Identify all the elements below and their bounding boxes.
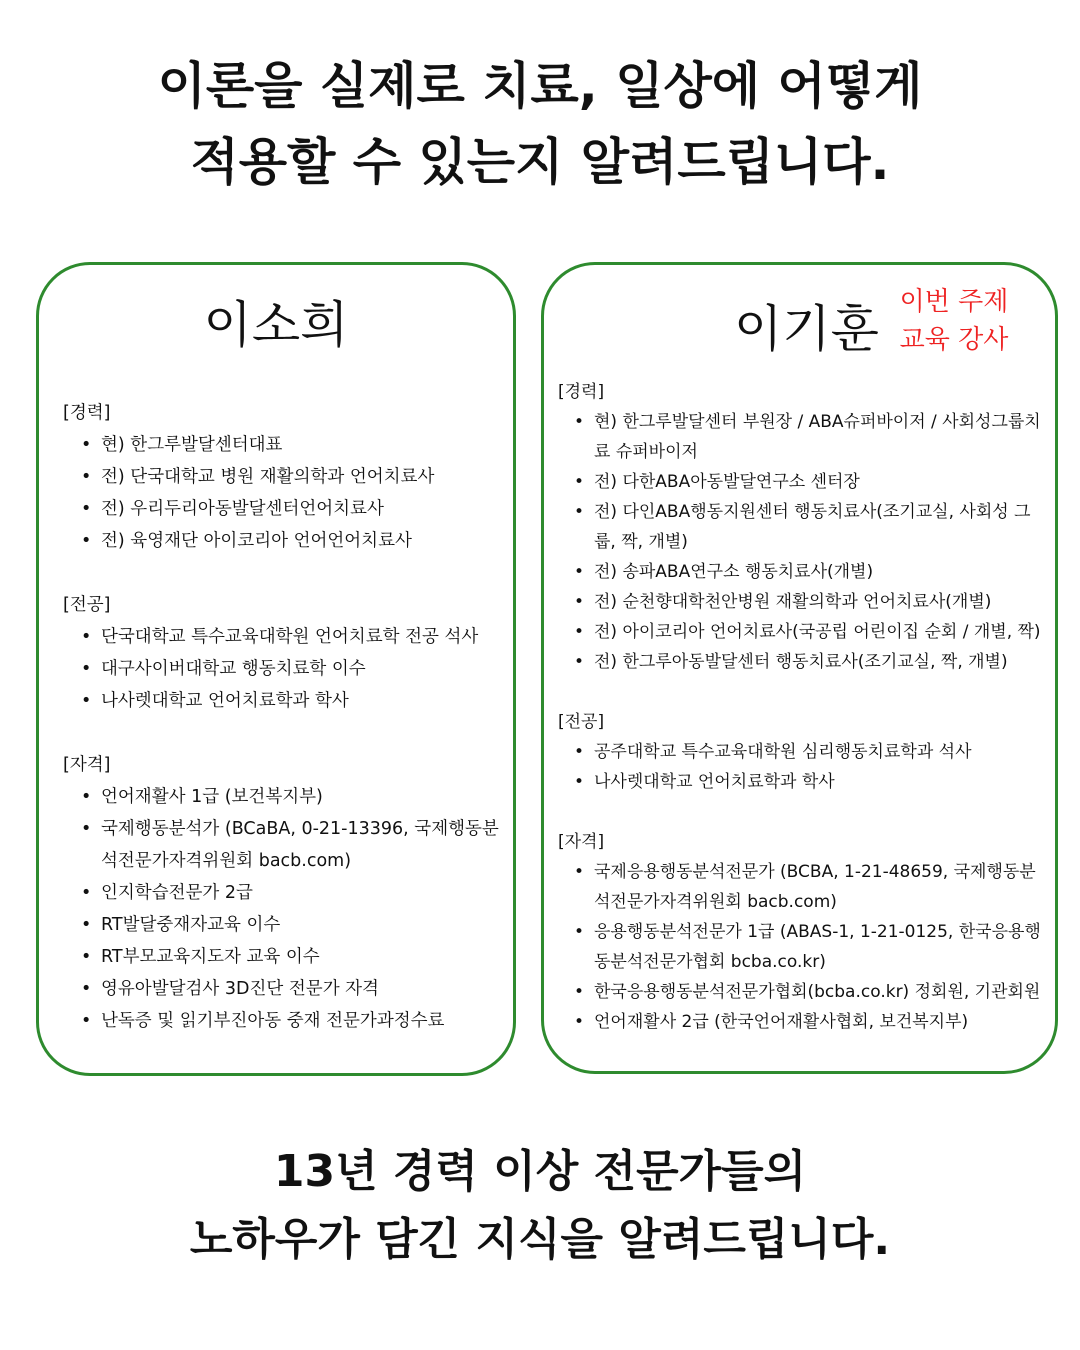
major-list — [558, 737, 1050, 797]
list-item-text: 단국대학교 특수교육대학원 언어치료학 전공 석사 — [101, 627, 479, 647]
list-item-text: 현) 한그루발달센터 부원장 / ABA슈퍼바이저 / 사회성그룹치료 슈퍼바이저 — [594, 412, 1041, 462]
list-item: • 나사렛대학교 언어치료학과 학사 — [574, 772, 835, 792]
list-item: • 전) 아이코리아 언어치료사(국공립 어린이집 순회 / 개별, 짝) — [574, 622, 1041, 642]
career-section — [63, 397, 503, 557]
instructor-profile — [558, 377, 1050, 1067]
list-item-text: 영유아발달검사 3D진단 전문가 자격 — [101, 979, 379, 999]
list-item-text: 현) 한그루발달센터대표 — [101, 435, 283, 455]
list-item: • 현) 한그루발달센터 부원장 / ABA슈퍼바이저 / 사회성그룹치료 슈퍼바이저 — [574, 412, 1041, 462]
list-item-text: 나사렛대학교 언어치료학과 학사 — [101, 691, 349, 711]
section-title: [자격] — [63, 755, 111, 775]
career-list — [63, 429, 503, 557]
headline-top-line-1: 이론을 실제로 치료, 일상에 어떻게 — [157, 57, 923, 115]
list-item: • 응용행동분석전문가 1급 (ABAS-1, 1-21-0125, 한국응용행동분석전문가협회 bcba.co.kr) — [574, 922, 1041, 972]
list-item-text: 국제응용행동분석전문가 (BCBA, 1-21-48659, 국제행동분석전문가자격위원회 bacb.com) — [594, 862, 1036, 912]
list-item-text: 전) 한그루아동발달센터 행동치료사(조기교실, 짝, 개별) — [594, 652, 1008, 672]
list-item-text: 전) 다인ABA행동지원센터 행동치료사(조기교실, 사회성 그룹, 짝, 개별) — [594, 502, 1031, 552]
list-item: • 난독증 및 읽기부진아동 중재 전문가과정수료 — [81, 1011, 445, 1031]
list-item: • 전) 우리두리아동발달센터언어치료사 — [81, 499, 384, 519]
instructor-name: 이소희 — [203, 296, 349, 354]
list-item: • 전) 육영재단 아이코리아 언어언어치료사 — [81, 531, 412, 551]
list-item: • 언어재활사 1급 (보건복지부) — [81, 787, 323, 807]
list-item: • 단국대학교 특수교육대학원 언어치료학 전공 석사 — [81, 627, 479, 647]
list-item: • 현) 한그루발달센터대표 — [81, 435, 283, 455]
headline-bottom-line-2: 노하우가 담긴 지식을 알려드립니다. — [189, 1214, 891, 1265]
list-item: • 인지학습전문가 2급 — [81, 883, 253, 903]
list-item-text: 인지학습전문가 2급 — [101, 883, 253, 903]
list-item: • 전) 송파ABA연구소 행동치료사(개별) — [574, 562, 874, 582]
career-list — [558, 407, 1050, 677]
list-item: • 국제행동분석가 (BCaBA, 0-21-13396, 국제행동분석전문가자격위원회 bacb.com) — [81, 819, 499, 871]
list-item-text: 국제행동분석가 (BCaBA, 0-21-13396, 국제행동분석전문가자격위원회 bacb.com) — [101, 819, 499, 871]
list-item: • 전) 순천향대학천안병원 재활의학과 언어치료사(개별) — [574, 592, 992, 612]
list-item: • 나사렛대학교 언어치료학과 학사 — [81, 691, 349, 711]
major-list — [63, 621, 503, 717]
list-item-text: 나사렛대학교 언어치료학과 학사 — [594, 772, 835, 792]
featured-lecturer-badge — [884, 283, 1024, 359]
headline-bottom-line-1: 13년 경력 이상 전문가들의 — [273, 1146, 807, 1197]
list-item: • RT부모교육지도자 교육 이수 — [81, 947, 320, 967]
badge-line-1: 이번 주제 — [899, 287, 1009, 317]
list-item-text: 전) 다한ABA아동발달연구소 센터장 — [594, 472, 860, 492]
major-section — [63, 589, 503, 717]
list-item-text: 응용행동분석전문가 1급 (ABAS-1, 1-21-0125, 한국응용행동분석전문가협회 bcba.co.kr) — [594, 922, 1041, 972]
list-item: • 한국응용행동분석전문가협회(bcba.co.kr) 정회원, 기관회원 — [574, 982, 1041, 1002]
list-item: • 전) 단국대학교 병원 재활의학과 언어치료사 — [81, 467, 435, 487]
list-item-text: 전) 순천향대학천안병원 재활의학과 언어치료사(개별) — [594, 592, 992, 612]
list-item: • 대구사이버대학교 행동치료학 이수 — [81, 659, 366, 679]
certification-list — [63, 781, 503, 1037]
list-item-text: 전) 단국대학교 병원 재활의학과 언어치료사 — [101, 467, 435, 487]
list-item-text: 대구사이버대학교 행동치료학 이수 — [101, 659, 366, 679]
list-item-text: 공주대학교 특수교육대학원 심리행동치료학과 석사 — [594, 742, 972, 762]
section-title: [전공] — [63, 595, 111, 615]
list-item: • 전) 다인ABA행동지원센터 행동치료사(조기교실, 사회성 그룹, 짝, 개별) — [574, 502, 1031, 552]
list-item-text: 언어재활사 2급 (한국언어재활사협회, 보건복지부) — [594, 1012, 969, 1032]
section-title: [자격] — [558, 832, 605, 852]
certification-section — [558, 827, 1050, 1037]
headline-bottom — [0, 1138, 1080, 1274]
instructor-card-lee-gihoon — [541, 262, 1058, 1074]
list-item: • 공주대학교 특수교육대학원 심리행동치료학과 석사 — [574, 742, 972, 762]
list-item: • 전) 다한ABA아동발달연구소 센터장 — [574, 472, 860, 492]
badge-line-2: 교육 강사 — [899, 325, 1009, 355]
list-item-text: 전) 육영재단 아이코리아 언어언어치료사 — [101, 531, 412, 551]
list-item-text: 언어재활사 1급 (보건복지부) — [101, 787, 323, 807]
major-section — [558, 707, 1050, 797]
section-title: [경력] — [63, 403, 111, 423]
headline-top — [0, 48, 1080, 200]
instructor-card-lee-sohee — [36, 262, 516, 1076]
list-item: • 국제응용행동분석전문가 (BCBA, 1-21-48659, 국제행동분석전문가자격위원회 bacb.com) — [574, 862, 1036, 912]
list-item-text: 난독증 및 읽기부진아동 중재 전문가과정수료 — [101, 1011, 445, 1031]
list-item: • 영유아발달검사 3D진단 전문가 자격 — [81, 979, 379, 999]
list-item-text: RT발달중재자교육 이수 — [101, 915, 281, 935]
career-section — [558, 377, 1050, 677]
headline-top-line-2: 적용할 수 있는지 알려드립니다. — [190, 133, 890, 191]
list-item: • RT발달중재자교육 이수 — [81, 915, 281, 935]
list-item: • 전) 한그루아동발달센터 행동치료사(조기교실, 짝, 개별) — [574, 652, 1008, 672]
list-item: • 언어재활사 2급 (한국언어재활사협회, 보건복지부) — [574, 1012, 969, 1032]
list-item-text: 한국응용행동분석전문가협회(bcba.co.kr) 정회원, 기관회원 — [594, 982, 1041, 1002]
certification-section — [63, 749, 503, 1037]
certification-list — [558, 857, 1050, 1037]
list-item-text: 전) 우리두리아동발달센터언어치료사 — [101, 499, 384, 519]
list-item-text: 전) 아이코리아 언어치료사(국공립 어린이집 순회 / 개별, 짝) — [594, 622, 1041, 642]
list-item-text: RT부모교육지도자 교육 이수 — [101, 947, 320, 967]
instructor-profile — [63, 397, 503, 1069]
section-title: [경력] — [558, 382, 605, 402]
instructor-name: 이기훈 — [734, 300, 879, 358]
section-title: [전공] — [558, 712, 605, 732]
list-item-text: 전) 송파ABA연구소 행동치료사(개별) — [594, 562, 874, 582]
